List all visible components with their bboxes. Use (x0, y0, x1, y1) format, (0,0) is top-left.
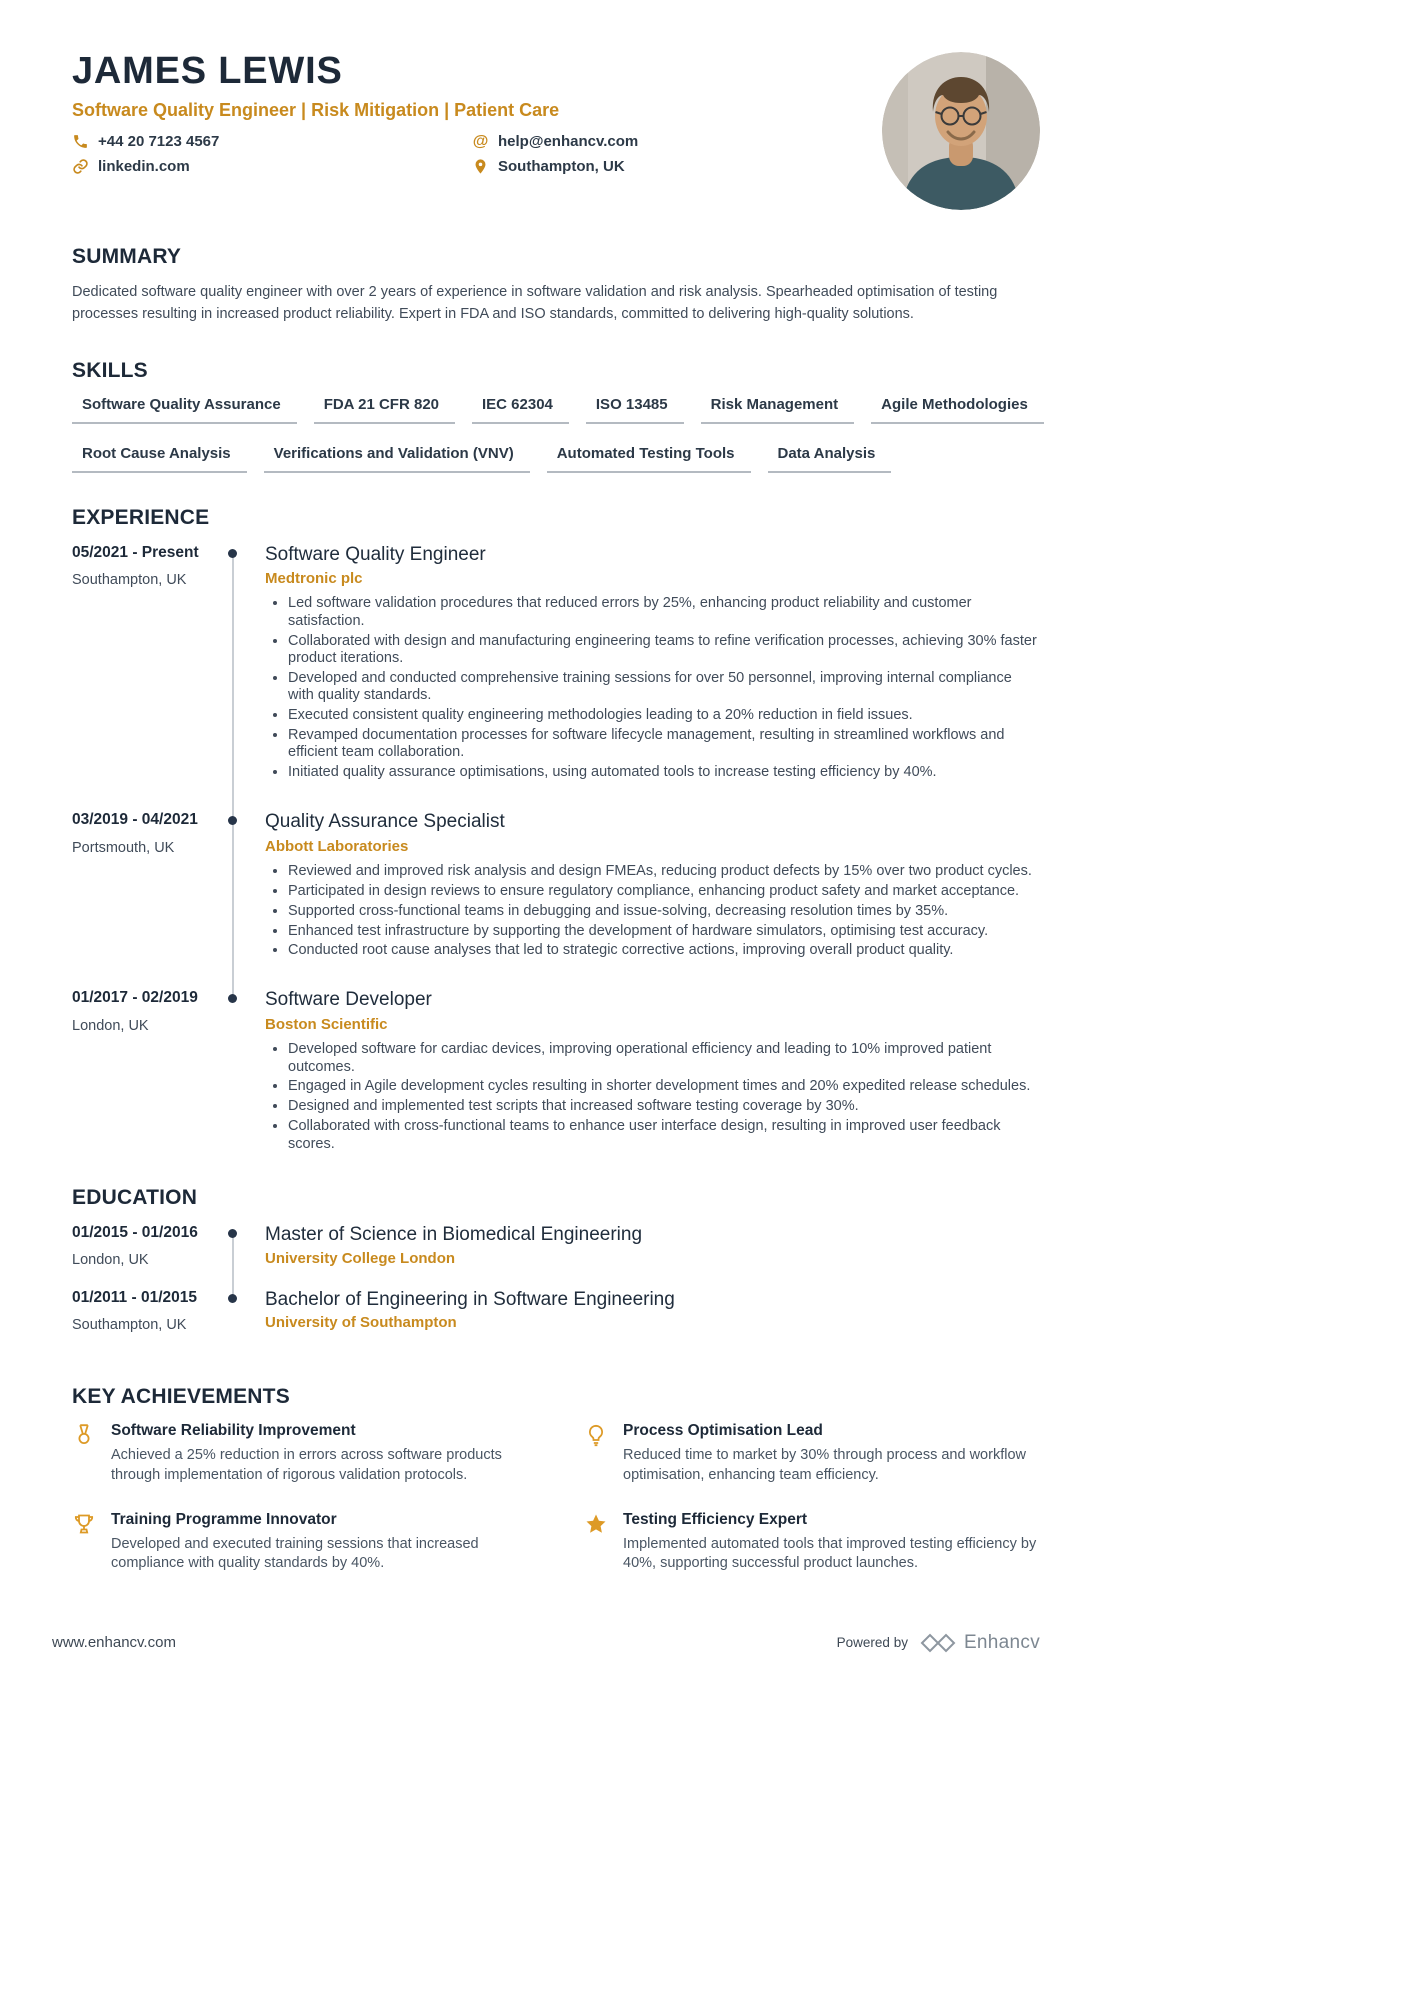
entry-location: London, UK (72, 1252, 149, 1269)
entry-company: Medtronic plc (265, 570, 363, 588)
bullet: • Enhanced test infrastructure by supporting the development of hardware simulators, optimising test accuracy. (288, 923, 1040, 940)
bullet: • Led software validation procedures that reduced errors by 25%, enhancing product reliability and customer satisfaction. (288, 595, 1040, 630)
location-text: Southampton, UK (498, 158, 625, 175)
achievement-title: Testing Efficiency Expert (623, 1510, 808, 1528)
entry-bullets (265, 595, 1040, 781)
skill-tag: FDA 21 CFR 820 (314, 396, 455, 424)
header (72, 50, 1040, 212)
footer-website-link[interactable]: www.enhancv.com (52, 1634, 176, 1652)
degree: Master of Science in Biomedical Engineering (265, 1223, 643, 1245)
profile-photo (882, 52, 1040, 210)
entry-location: Southampton, UK (72, 1317, 187, 1334)
entry-meta (72, 1223, 224, 1268)
skill-tag: ISO 13485 (586, 396, 684, 424)
lightbulb-icon (584, 1423, 608, 1447)
footer (52, 1632, 1040, 1654)
skill-tag: Data Analysis (768, 445, 892, 473)
degree: Bachelor of Engineering in Software Engineering (265, 1288, 675, 1310)
experience-entry (72, 988, 1040, 1153)
link-icon (72, 158, 89, 175)
bullet: • Conducted root cause analyses that led to strategic corrective actions, improving overall product quality. (288, 942, 1040, 959)
email-text: help@enhancv.com (498, 133, 639, 150)
entry-dates: 05/2021 - Present (72, 543, 199, 561)
experience-entry (72, 810, 1040, 988)
summary-text: Dedicated software quality engineer with over 2 years of experience in software validation and risk analysis. Spearheaded optimisation of testing processes resulting in increased product reliability. Expert in FDA and ISO standards, committed to delivering high-quality solutions. (72, 284, 998, 322)
achievement-text: Achieved a 25% reduction in errors across software products through implementation of rigorous validation protocols. (111, 1447, 502, 1484)
bullet: • Collaborated with cross-functional teams to enhance user interface design, resulting in improved user feedback scores. (288, 1118, 1040, 1153)
achievement-item (584, 1422, 1040, 1485)
education-section (72, 1186, 1040, 1353)
linkedin-contact[interactable] (72, 158, 472, 175)
entry-role: Quality Assurance Specialist (265, 811, 505, 833)
achievement-text: Reduced time to market by 30% through process and workflow optimisation, enhancing team efficiency. (623, 1447, 1026, 1484)
summary-section (72, 245, 1040, 326)
entry-dates: 01/2011 - 01/2015 (72, 1288, 197, 1306)
candidate-name: JAMES LEWIS (72, 50, 343, 92)
skills-row-2 (72, 445, 1040, 473)
enhancv-logo-text: Enhancv (963, 1631, 1040, 1653)
bullet: • Revamped documentation processes for software lifecycle management, resulting in streamlined workflows and efficient team collaboration. (288, 727, 1040, 762)
bullet: • Executed consistent quality engineering methodologies leading to a 20% reduction in field issues. (288, 707, 1040, 724)
bullet: • Designed and implemented test scripts that increased software testing coverage by 30%. (288, 1098, 1040, 1115)
bullet: • Collaborated with design and manufacturing engineering teams to refine verification processes, achieving 30% faster product iterations. (288, 633, 1040, 668)
entry-meta (72, 543, 224, 588)
skill-tag: IEC 62304 (472, 396, 569, 424)
at-icon: @ (472, 132, 489, 150)
experience-entry (72, 543, 1040, 811)
medal-icon (72, 1423, 96, 1447)
entry-company: Abbott Laboratories (265, 837, 409, 855)
achievement-body (111, 1511, 528, 1574)
achievements-heading: KEY ACHIEVEMENTS (72, 1385, 290, 1409)
powered-by-label: Powered by (836, 1635, 908, 1651)
phone-icon (72, 133, 89, 150)
entry-meta (72, 810, 224, 855)
achievement-title: Training Programme Innovator (111, 1510, 337, 1528)
school: University of Southampton (265, 1314, 457, 1332)
location-pin-icon (472, 158, 489, 175)
skills-section (72, 359, 1040, 473)
achievement-body (111, 1422, 528, 1485)
education-entry (72, 1223, 1040, 1288)
entry-location: London, UK (72, 1017, 149, 1034)
achievement-item (584, 1511, 1040, 1574)
achievement-item (72, 1511, 528, 1574)
entry-dates: 01/2015 - 01/2016 (72, 1223, 198, 1241)
phone-contact[interactable] (72, 133, 472, 150)
achievement-item (72, 1422, 528, 1485)
bullet: • Supported cross-functional teams in debugging and issue-solving, decreasing resolution times by 35%. (288, 903, 1040, 920)
achievement-title: Software Reliability Improvement (111, 1422, 356, 1440)
bullet: • Developed software for cardiac devices, improving operational efficiency and leading to 10% improved patient outcomes. (288, 1041, 1040, 1076)
education-entry (72, 1288, 1040, 1353)
entry-role: Software Developer (265, 989, 432, 1011)
bullet: • Developed and conducted comprehensive training sessions for over 50 personnel, improving internal compliance with quality standards. (288, 670, 1040, 705)
education-heading: EDUCATION (72, 1185, 198, 1209)
entry-dates: 01/2017 - 02/2019 (72, 989, 198, 1007)
entry-bullets (265, 863, 1040, 960)
entry-bullets (265, 1041, 1040, 1153)
location-contact (472, 158, 892, 175)
achievements-grid (72, 1422, 1040, 1573)
skills-heading: SKILLS (72, 358, 148, 382)
skill-tag: Agile Methodologies (871, 396, 1044, 424)
enhancv-logo-mark (919, 1633, 957, 1653)
bullet: • Reviewed and improved risk analysis and design FMEAs, reducing product defects by 15% over two product cycles. (288, 863, 1040, 880)
achievement-text: Developed and executed training sessions that increased compliance with quality standards by 40%. (111, 1535, 479, 1572)
summary-heading: SUMMARY (72, 245, 182, 268)
bullet: • Engaged in Agile development cycles resulting in shorter development times and 20% expedited release schedules. (288, 1078, 1040, 1095)
headline: Software Quality Engineer | Risk Mitigation | Patient Care (72, 100, 560, 120)
entry-meta (72, 1288, 224, 1333)
skill-tag: Verifications and Validation (VNV) (264, 445, 530, 473)
skills-row-1 (72, 396, 1040, 424)
achievement-body (623, 1422, 1040, 1485)
entry-meta (72, 988, 224, 1033)
achievements-section (72, 1385, 1040, 1573)
skill-tag: Risk Management (701, 396, 855, 424)
bullet: • Participated in design reviews to ensure regulatory compliance, enhancing product safety and market acceptance. (288, 883, 1040, 900)
entry-company: Boston Scientific (265, 1016, 388, 1034)
entry-location: Southampton, UK (72, 571, 187, 588)
experience-section (72, 506, 1040, 1153)
skill-tag: Root Cause Analysis (72, 445, 247, 473)
achievement-title: Process Optimisation Lead (623, 1422, 823, 1440)
skill-tag: Software Quality Assurance (72, 396, 297, 424)
skill-tag: Automated Testing Tools (547, 445, 751, 473)
entry-dates: 03/2019 - 04/2021 (72, 811, 198, 829)
enhancv-logo[interactable] (919, 1632, 1040, 1654)
school: University College London (265, 1249, 456, 1267)
achievement-text: Implemented automated tools that improved testing efficiency by 40%, supporting successful product launches. (623, 1535, 1037, 1572)
entry-location: Portsmouth, UK (72, 839, 175, 856)
phone-text: +44 20 7123 4567 (98, 133, 220, 150)
linkedin-text: linkedin.com (98, 158, 190, 175)
trophy-icon (72, 1512, 96, 1536)
achievement-body (623, 1511, 1040, 1574)
bullet: • Initiated quality assurance optimisations, using automated tools to increase testing efficiency by 40%. (288, 764, 1040, 781)
star-icon (584, 1512, 608, 1536)
experience-heading: EXPERIENCE (72, 505, 210, 529)
email-contact[interactable] (472, 133, 892, 150)
powered-by (837, 1632, 1040, 1654)
entry-role: Software Quality Engineer (265, 543, 486, 565)
